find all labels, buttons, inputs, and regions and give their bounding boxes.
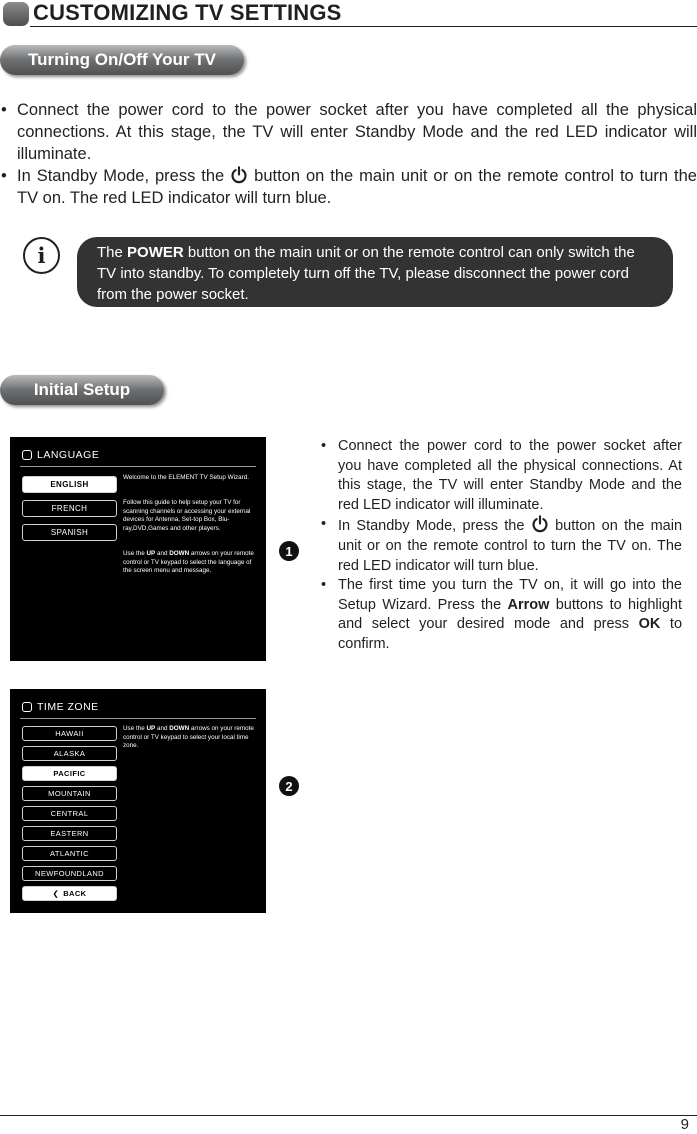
screen-header-square-icon [22,450,32,460]
turning-bullet-2 [0,165,697,209]
initial-bullet-3-post: to confirm. [338,616,683,652]
language-screen-title: LANGUAGE [37,449,100,461]
initial-bullet-3-pre: The first time you turn the TV on, it will go into the Setup Wizard. Press the [338,577,682,613]
language-screen-divider [20,466,256,467]
language-guide-text: Follow this guide to help setup your TV for scanning channels or accessing your external devices for Antenna, Set-top Box, Blu-ray,DVD,Games and other players. [123,499,251,532]
timezone-option-atlantic[interactable]: ATLANTIC [22,846,117,861]
timezone-back-button[interactable] [22,886,117,901]
timezone-instruction-text [123,725,258,751]
screen-header-square-icon [22,702,32,712]
info-note-pre: The [97,244,123,261]
info-note-bold: POWER [127,244,184,261]
step-marker-2: 2 [279,776,299,796]
section-heading-initial-setup: Initial Setup [0,375,164,405]
initial-bullet-3-ok: OK [638,616,661,633]
turning-bullet-2-post: button on the main unit or on the remote control to turn the TV on. The red LED indicator will turn blue. [17,167,697,207]
tz-instr-up: UP [146,725,156,732]
power-icon [531,515,549,533]
lang-instr-up: UP [146,550,156,557]
initial-bullet-3-mid: buttons to highlight and select your desired mode and press [338,596,683,633]
step-marker-1: 1 [279,541,299,561]
initial-bullet-2-pre: In Standby Mode, press the [338,518,525,535]
info-icon-letter: i [37,243,46,268]
initial-bullet-1: • Connect the power cord to the power socket after you have completed all the physical connections. At this stage, the TV will enter Standby Mode and the red LED indicator will illuminate. [321,437,682,515]
timezone-option-pacific[interactable]: PACIFIC [22,766,117,781]
timezone-screen-title: TIME ZONE [37,701,99,713]
timezone-option-mountain[interactable]: MOUNTAIN [22,786,117,801]
page-title: CUSTOMIZING TV SETTINGS [33,0,342,25]
lang-instr-down: DOWN [169,550,190,557]
timezone-option-hawaii[interactable]: HAWAII [22,726,117,741]
initial-setup-bullet-list [321,437,682,655]
power-icon [230,166,248,184]
timezone-option-central[interactable]: CENTRAL [22,806,117,821]
initial-bullet-2-post: button on the main unit or on the remote control to turn the TV on. The red LED indicator will turn blue. [338,518,683,574]
lang-instr-pre: Use the [123,550,145,557]
page-number: 9 [680,1116,689,1133]
initial-bullet-3 [321,576,682,654]
turning-bullet-list [0,99,697,209]
tz-instr-pre: Use the [123,725,145,732]
language-welcome-text: Welcome to the ELEMENT TV Setup Wizard. [123,474,249,481]
back-label: BACK [63,889,87,898]
language-option-english[interactable]: ENGLISH [22,476,117,493]
initial-bullet-2 [321,515,682,576]
turning-bullet-2-pre: In Standby Mode, press the [17,167,225,185]
timezone-option-newfoundland[interactable]: NEWFOUNDLAND [22,866,117,881]
timezone-screen-header [22,701,99,713]
footer-divider [0,1115,697,1116]
timezone-option-alaska[interactable]: ALASKA [22,746,117,761]
language-screen-header [22,449,99,461]
tz-instr-post: arrows on your remote control or TV keypad to select your local time zone. [123,725,254,750]
language-option-spanish[interactable]: SPANISH [22,524,117,541]
info-note-post: button on the main unit or on the remote control can only switch the TV into standby. To completely turn off the TV, please disconnect the power cord from the power socket. [97,244,635,303]
language-instruction-text [123,550,258,576]
timezone-screen-divider [20,718,256,719]
initial-bullet-3-arrow: Arrow [507,596,550,613]
info-icon [23,237,60,274]
header-pill-decoration [3,2,29,26]
section-heading-turning-on-off: Turning On/Off Your TV [0,45,244,75]
tz-instr-and: and [156,725,168,732]
language-option-french[interactable]: FRENCH [22,500,117,517]
timezone-option-eastern[interactable]: EASTERN [22,826,117,841]
tz-instr-down: DOWN [169,725,190,732]
chevron-left-icon: ❮ [52,889,60,898]
turning-bullet-1: • Connect the power cord to the power socket after you have completed all the physical connections. At this stage, the TV will enter Standby Mode and the red LED indicator will illuminate. [0,99,697,165]
language-screen-image [10,437,266,661]
header-divider [30,26,697,27]
lang-instr-and: and [156,550,168,557]
timezone-screen-image [10,689,266,913]
info-note-box [77,237,673,307]
lang-instr-post: arrows on your remote control or TV keypad to select the language of the screen menu and message. [123,550,254,575]
